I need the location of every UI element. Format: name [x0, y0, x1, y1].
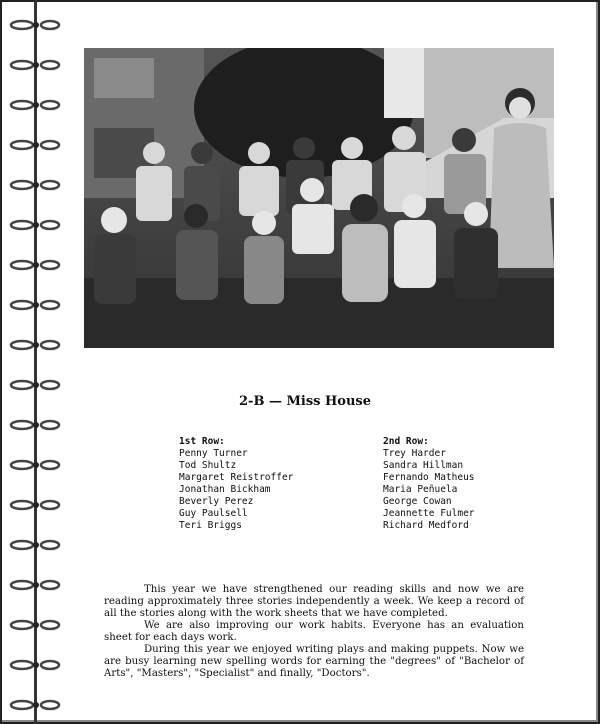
spiral-ring: [11, 261, 59, 269]
spiral-ring: [11, 301, 59, 309]
spiral-ring: [11, 701, 59, 709]
spiral-ring: [11, 341, 59, 349]
roster-column-second-row: [383, 436, 475, 532]
spiral-ring: [11, 541, 59, 549]
spiral-ring: [11, 21, 59, 29]
student-name: Margaret Reistroffer: [179, 472, 294, 483]
spiral-ring: [11, 381, 59, 389]
student-name: Sandra Hillman: [383, 460, 464, 471]
spiral-ring: [11, 621, 59, 629]
student-name: Jonathan Bickham: [179, 484, 271, 495]
spiral-ring: [11, 181, 59, 189]
spiral-ring: [11, 221, 59, 229]
paragraph: We are also improving our work habits. Everyone has an evaluation sheet for each days work.: [104, 620, 524, 643]
roster-heading: 2nd Row:: [383, 436, 429, 447]
spiral-ring: [11, 461, 59, 469]
roster-heading: 1st Row:: [179, 436, 225, 447]
student-name: George Cowan: [383, 496, 452, 507]
spiral-ring: [11, 661, 59, 669]
spiral-ring: [11, 101, 59, 109]
student-name: Jeannette Fulmer: [383, 508, 475, 519]
student-name: Penny Turner: [179, 448, 248, 459]
paragraph: This year we have strengthened our reading skills and now we are reading approximately three stories independently a week. We keep a record of all the stories along with the work sheets that we have completed.: [104, 584, 524, 619]
spiral-binding: [0, 0, 64, 724]
class-heading: 2-B — Miss House: [239, 394, 371, 409]
paragraph: During this year we enjoyed writing plays and making puppets. Now we are busy learning new spelling words for earning the "degrees" of "Bachelor of Arts", "Masters", "Specialist" and finally, "Doctors".: [104, 644, 524, 679]
student-name: Tod Shultz: [179, 460, 237, 471]
class-photo: [84, 48, 554, 348]
spiral-ring: [11, 501, 59, 509]
student-name: Teri Briggs: [179, 520, 242, 531]
student-name: Richard Medford: [383, 520, 469, 531]
roster-column-first-row: [179, 436, 293, 532]
spiral-ring: [11, 141, 59, 149]
student-name: Fernando Matheus: [383, 472, 475, 483]
spiral-ring: [11, 581, 59, 589]
spiral-ring: [11, 61, 59, 69]
student-name: Trey Harder: [383, 448, 446, 459]
class-description: [104, 584, 524, 680]
student-name: Beverly Perez: [179, 496, 254, 507]
spiral-ring: [11, 421, 59, 429]
student-name: Maria Peñuela: [383, 484, 458, 495]
student-name: Guy Paulsell: [179, 508, 248, 519]
